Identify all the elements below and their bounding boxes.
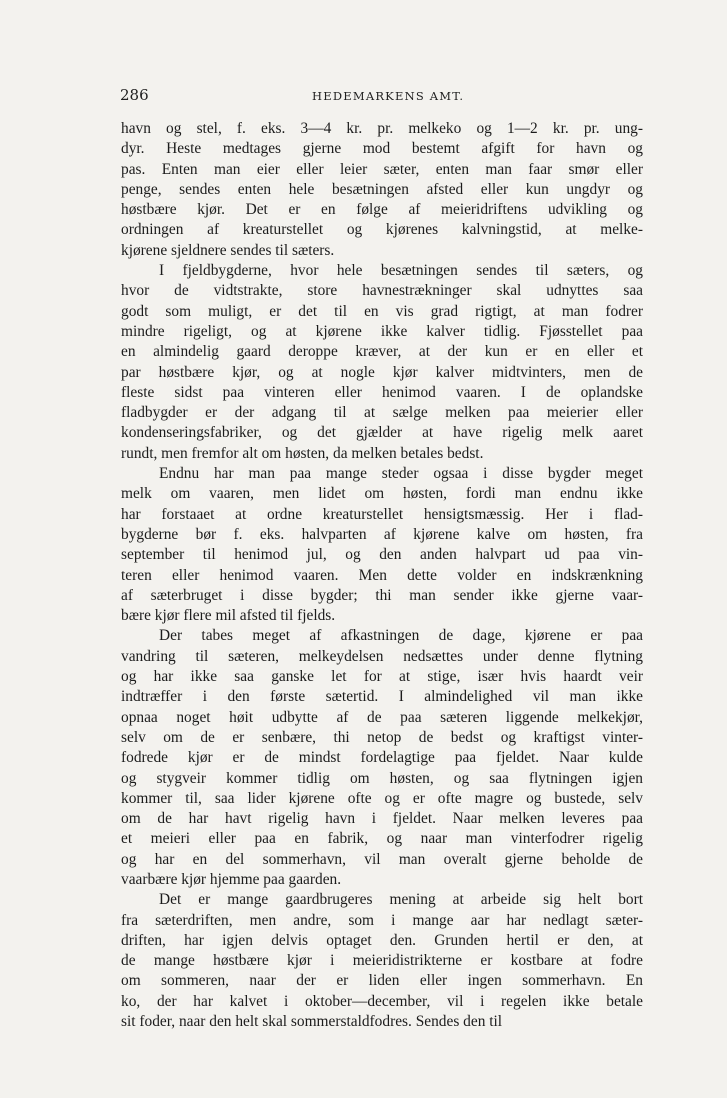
text-line: og har en del sommerhavn, vil man overalt gjerne beholde de xyxy=(121,850,643,868)
page-header xyxy=(120,86,590,108)
text-line: ko, der har kalvet i oktober—december, vil i regelen ikke betale xyxy=(121,992,643,1010)
text-line: Endnu har man paa mange steder ogsaa i disse bygder meget xyxy=(159,465,643,483)
text-line: penge, sendes enten hele besætningen afsted eller kun ungdyr og xyxy=(121,180,643,198)
page-number: 286 xyxy=(120,86,149,104)
paragraph xyxy=(121,890,643,1032)
text-line: fodrede kjør er de mindst fordelagtige paa fjeldet. Naar kulde xyxy=(121,749,643,767)
paragraph xyxy=(121,119,643,261)
text-line: en almindelig gaard deroppe kræver, at der kun er en eller et xyxy=(121,343,643,361)
text-line: opnaa noget høit udbytte af de paa sæteren liggende melkekjør, xyxy=(121,708,643,726)
text-line: et meieri eller paa en fabrik, og naar man vinterfodrer rigelig xyxy=(121,830,643,848)
text-line: bygderne bør f. eks. halvparten af kjørene kalve om høsten, fra xyxy=(121,525,643,543)
text-line: vaarbære kjør hjemme paa gaarden. xyxy=(121,870,342,888)
text-line: har forstaaet at ordne kreaturstellet hensigtsmæssig. Her i flad- xyxy=(121,505,643,523)
text-line: Der tabes meget af afkastningen de dage, kjørene er paa xyxy=(159,627,643,645)
text-line: melk om vaaren, men lidet om høsten, fordi man endnu ikke xyxy=(121,485,643,503)
text-line: godt som muligt, er det til en vis grad rigtigt, at man fodrer xyxy=(121,302,643,320)
text-line: pas. Enten man eier eller leier sæter, enten man faar smør eller xyxy=(121,160,643,178)
text-line: sit foder, naar den helt skal sommerstaldfodres. Sendes den til xyxy=(121,1013,503,1031)
text-line: de mange høstbære kjør i meieridistrikterne er kostbare at fodre xyxy=(121,952,643,970)
text-line: fra sæterdriften, men andre, som i mange aar har nedlagt sæter- xyxy=(121,911,643,929)
text-line: fladbygder er der adgang til at sælge melken paa meierier eller xyxy=(121,404,643,422)
text-line: kjørene sjeldnere sendes til sæters. xyxy=(121,241,335,259)
text-line: kondenseringsfabriker, og det gjælder at have rigelig melk aaret xyxy=(121,424,643,442)
text-line: om de har havt rigelig havn i fjeldet. Naar melken leveres paa xyxy=(121,810,643,828)
text-line: teren eller henimod vaaren. Men dette volder en indskrænkning xyxy=(121,566,643,584)
text-line: selv om de er senbære, thi netop de bedst og kraftigst vinter- xyxy=(121,728,643,746)
text-line: havn og stel, f. eks. 3—4 kr. pr. melkeko og 1—2 kr. pr. ung- xyxy=(121,120,643,137)
paragraph xyxy=(121,261,643,464)
text-line: af sæterbruget i disse bygder; thi man sender ikke gjerne vaar- xyxy=(121,586,643,604)
text-line: kommer til, saa lider kjørene ofte og er ofte magre og bustede, selv xyxy=(121,789,643,807)
text-line: rundt, men fremfor alt om høsten, da melken betales bedst. xyxy=(121,444,484,462)
text-line: og stygveir kommer tidlig om høsten, og saa flytningen igjen xyxy=(121,769,643,787)
text-line: bære kjør flere mil afsted til fjelds. xyxy=(121,607,336,625)
text-line: driften, har igjen delvis optaget den. Grunden hertil er den, at xyxy=(121,931,643,949)
text-line: mindre rigeligt, og at kjørene ikke kalver tidlig. Fjøsstellet paa xyxy=(121,322,643,340)
text-line: ordningen af kreaturstellet og kjørenes kalvningstid, at melke- xyxy=(121,221,643,239)
text-line: dyr. Heste medtages gjerne mod bestemt afgift for havn og xyxy=(121,140,643,158)
paragraph xyxy=(121,464,643,626)
text-line: september til henimod jul, og den anden halvpart ud paa vin- xyxy=(121,546,643,564)
running-title: HEDEMARKENS AMT. xyxy=(312,89,465,103)
text-line: vandring til sæteren, melkeydelsen nedsættes under denne flytning xyxy=(121,647,643,665)
paragraph xyxy=(121,626,643,890)
text-line: fleste sidst paa vinteren eller henimod vaaren. I de oplandske xyxy=(121,383,643,401)
text-line: indtræffer i den første sætertid. I almindelighed vil man ikke xyxy=(121,688,643,706)
text-line: og har ikke saa ganske let for at stige, især hvis haardt veir xyxy=(121,668,643,686)
text-line: høstbære kjør. Det er en følge af meieridriftens udvikling og xyxy=(121,201,643,219)
text-line: om sommeren, naar der er liden eller ingen sommerhavn. En xyxy=(121,972,643,990)
text-line: par høstbære kjør, og at nogle kjør kalver midtvinters, men de xyxy=(121,363,643,381)
text-line: I fjeldbygderne, hvor hele besætningen sendes til sæters, og xyxy=(159,262,643,280)
text-line: hvor de vidtstrakte, store havnestrækninger skal udnyttes saa xyxy=(121,282,643,300)
body-text xyxy=(121,119,643,1032)
text-line: Det er mange gaardbrugeres mening at arbeide sig helt bort xyxy=(159,891,643,909)
